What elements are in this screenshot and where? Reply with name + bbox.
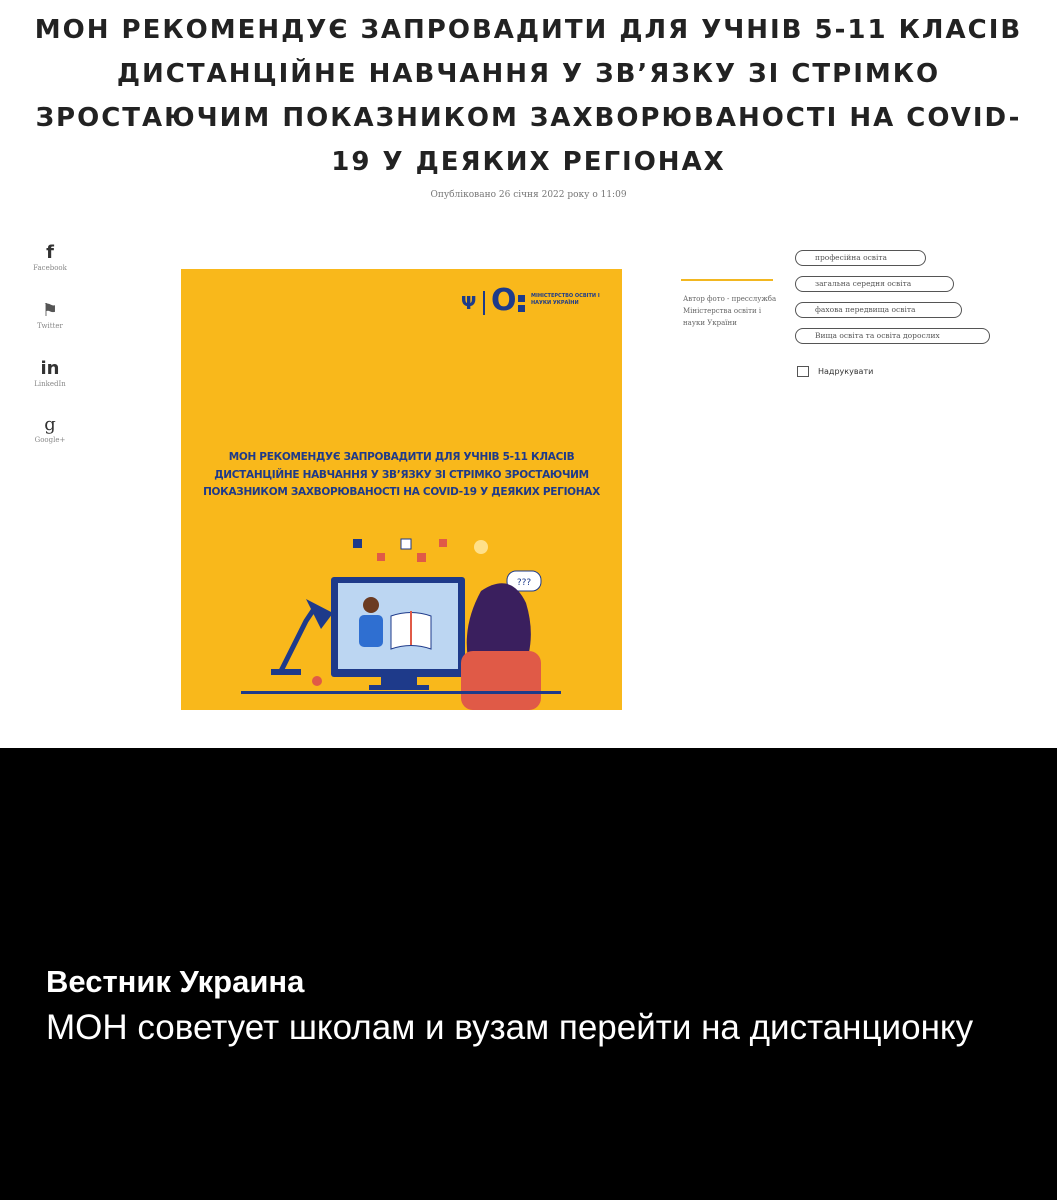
google-icon: g xyxy=(44,414,56,435)
share-label: Twitter xyxy=(37,322,63,330)
share-label: Facebook xyxy=(33,264,67,272)
logo-square-icon xyxy=(518,305,525,312)
share-label: Google+ xyxy=(34,436,66,444)
twitter-icon: ⚑ xyxy=(41,300,59,321)
trident-icon: Ψ xyxy=(461,293,477,314)
share-facebook[interactable] xyxy=(22,242,78,272)
tag-pre-higher[interactable]: фахова передвища освіта xyxy=(795,302,962,318)
facebook-icon: f xyxy=(46,242,54,263)
student-figure xyxy=(461,583,541,710)
printer-icon xyxy=(797,366,809,377)
share-linkedin[interactable] xyxy=(22,358,78,388)
logo-o-icon: O xyxy=(491,283,517,318)
page-title: МОН РЕКОМЕНДУЄ ЗАПРОВАДИТИ ДЛЯ УЧНІВ 5-11 КЛАСІВ ДИСТАНЦІЙНЕ НАВЧАННЯ У ЗВ’ЯЗКУ ЗІ СТРІМКО ЗРОСТАЮЧИМ ПОКАЗНИКОМ ЗАХВОРЮВАНОСТІ НА COVID-19 У ДЕЯКИХ РЕГІОНАХ xyxy=(34,15,1023,177)
ministry-logo xyxy=(461,283,611,319)
share-google[interactable] xyxy=(22,414,78,444)
print-label: Надрукувати xyxy=(818,367,874,376)
tag-vocational[interactable]: професійна освіта xyxy=(795,250,926,266)
desk-lamp xyxy=(271,599,333,675)
publication-date: Опубліковано 26 січня 2022 року о 11:09 xyxy=(430,190,627,200)
print-button[interactable] xyxy=(797,366,873,377)
share-twitter[interactable] xyxy=(22,300,78,330)
logo-square-icon xyxy=(518,295,525,302)
caption xyxy=(46,960,1026,1050)
hero-headline: МОН РЕКОМЕНДУЄ ЗАПРОВАДИТИ ДЛЯ УЧНІВ 5-11 КЛАСІВ ДИСТАНЦІЙНЕ НАВЧАННЯ У ЗВ’ЯЗКУ ЗІ СТРІМКО ЗРОСТАЮЧИМ ПОКАЗНИКОМ ЗАХВОРЮВАНОСТІ НА COVID-19 У ДЕЯКИХ РЕГІОНАХ xyxy=(203,451,600,498)
remote-learning-illustration xyxy=(181,531,622,710)
linkedin-icon: in xyxy=(40,358,60,379)
caption-source: Вестник Украина xyxy=(46,964,305,999)
ministry-name: МІНІСТЕРСТВО ОСВІТИ І НАУКИ УКРАЇНИ xyxy=(531,293,600,306)
caption-headline: МОН советует школам и вузам перейти на дистанционку xyxy=(46,1008,974,1047)
tag-higher-adult[interactable]: Вища освіта та освіта дорослих xyxy=(795,328,990,344)
share-label: LinkedIn xyxy=(34,380,66,388)
tag-general-secondary[interactable]: загальна середня освіта xyxy=(795,276,954,292)
hero-image xyxy=(181,269,622,710)
computer-monitor xyxy=(331,577,465,690)
logo-divider xyxy=(483,291,485,315)
floating-icons xyxy=(353,539,488,562)
photo-credit: Автор фото - пресслужба Міністерства освіти і науки України xyxy=(683,295,777,327)
bubble-text: ??? xyxy=(516,578,532,588)
author-divider xyxy=(681,279,773,281)
